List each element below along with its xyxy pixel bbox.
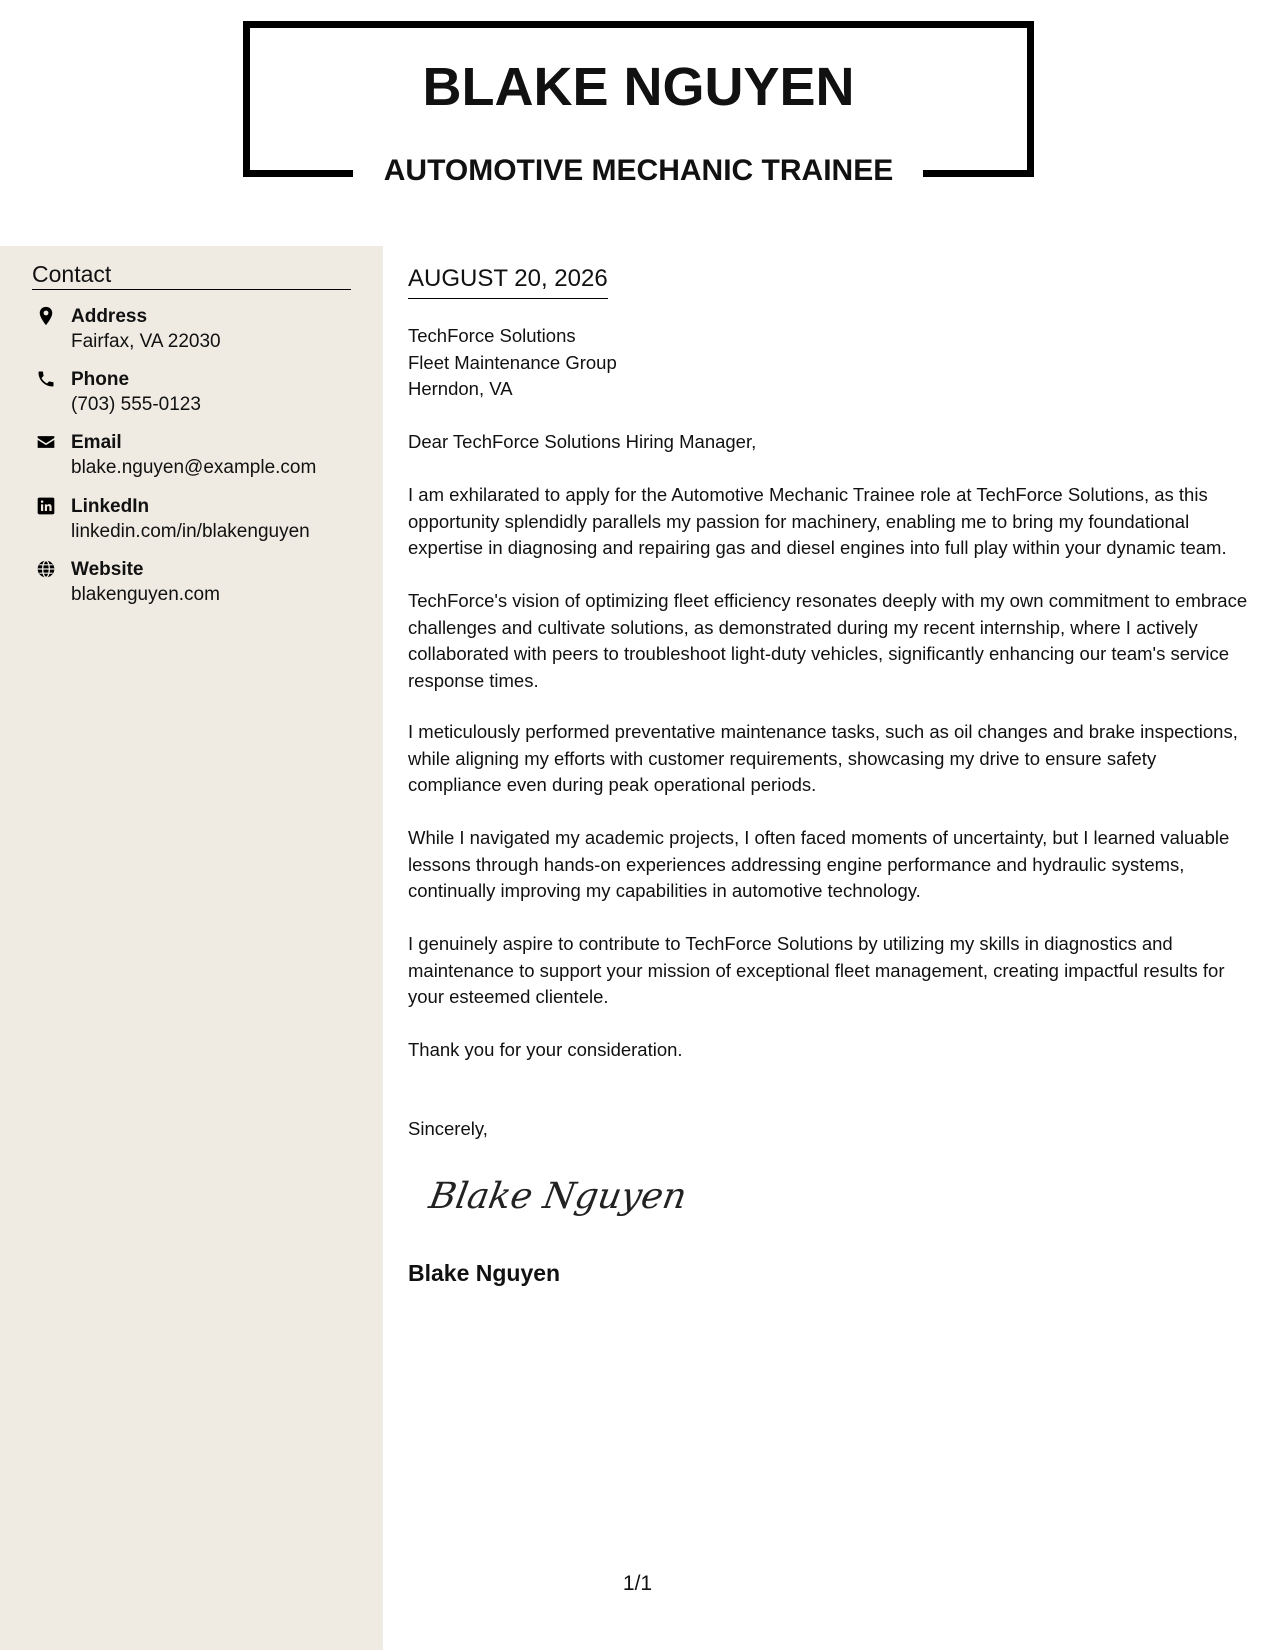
recipient-department: Fleet Maintenance Group bbox=[408, 351, 617, 373]
salutation: Dear TechForce Solutions Hiring Manager, bbox=[408, 431, 757, 452]
body-paragraph: I am exhilarated to apply for the Automotive Mechanic Trainee role at TechForce Solutions, as this opportunity splendidly parallels my passion for machinery, enabling me to bring my foundational expertise in diagnosing and repairing gas and diesel engines into full play within your dynamic team. bbox=[408, 484, 1227, 558]
contact-label: Address bbox=[71, 306, 148, 327]
contact-label: Phone bbox=[71, 369, 130, 390]
website-value[interactable]: blakenguyen.com bbox=[71, 584, 220, 605]
body-paragraph: I genuinely aspire to contribute to TechForce Solutions by utilizing my skills in diagnostics and maintenance to support your mission of exceptional fleet management, creating impactful results for your esteemed clientele. bbox=[408, 933, 1225, 1007]
svg-text:Blake Nguyen: Blake Nguyen bbox=[426, 1174, 691, 1217]
email-value[interactable]: blake.nguyen@example.com bbox=[71, 457, 317, 478]
envelope-icon bbox=[36, 432, 56, 452]
page-number: 1/1 bbox=[622, 1572, 653, 1595]
body-paragraph: While I navigated my academic projects, I often faced moments of uncertainty, but I learned valuable lessons through hands-on experiences addressing engine performance and hydraulic systems, continually improving my capabilities in automotive technology. bbox=[408, 827, 1230, 901]
recipient-block bbox=[408, 323, 617, 403]
contact-label: LinkedIn bbox=[71, 496, 150, 517]
phone-icon bbox=[36, 369, 56, 389]
recipient-location: Herndon, VA bbox=[408, 378, 513, 399]
phone-value: (703) 555-0123 bbox=[71, 394, 201, 415]
contact-heading: Contact bbox=[32, 262, 351, 290]
linkedin-icon bbox=[36, 496, 56, 516]
signer-name: Blake Nguyen bbox=[408, 1260, 561, 1286]
contact-label: Email bbox=[71, 432, 122, 453]
closing-thanks: Thank you for your consideration. bbox=[408, 1039, 683, 1060]
map-pin-icon bbox=[36, 306, 56, 326]
body-paragraph: TechForce's vision of optimizing fleet efficiency resonates deeply with my own commitment to embrace challenges and cultivate solutions, as demonstrated during my recent internship, where I actively collaborated with peers to troubleshoot light-duty vehicles, significantly enhancing our team's service response times. bbox=[408, 590, 1248, 691]
recipient-company: TechForce Solutions bbox=[408, 325, 576, 346]
job-title: AUTOMOTIVE MECHANIC TRAINEE bbox=[383, 154, 894, 187]
contact-label: Website bbox=[71, 559, 144, 580]
letter-date: AUGUST 20, 2026 bbox=[408, 266, 608, 299]
applicant-name: BLAKE NGUYEN bbox=[422, 57, 855, 117]
address-value: Fairfax, VA 22030 bbox=[71, 331, 221, 352]
handwritten-signature bbox=[426, 1172, 691, 1224]
body-paragraph: I meticulously performed preventative maintenance tasks, such as oil changes and brake inspections, while aligning my efforts with customer requirements, showcasing my drive to ensure safety compliance even during peak operational periods. bbox=[408, 721, 1238, 795]
closing: Sincerely, bbox=[408, 1118, 488, 1139]
globe-icon bbox=[36, 559, 56, 579]
linkedin-value[interactable]: linkedin.com/in/blakenguyen bbox=[71, 521, 310, 542]
